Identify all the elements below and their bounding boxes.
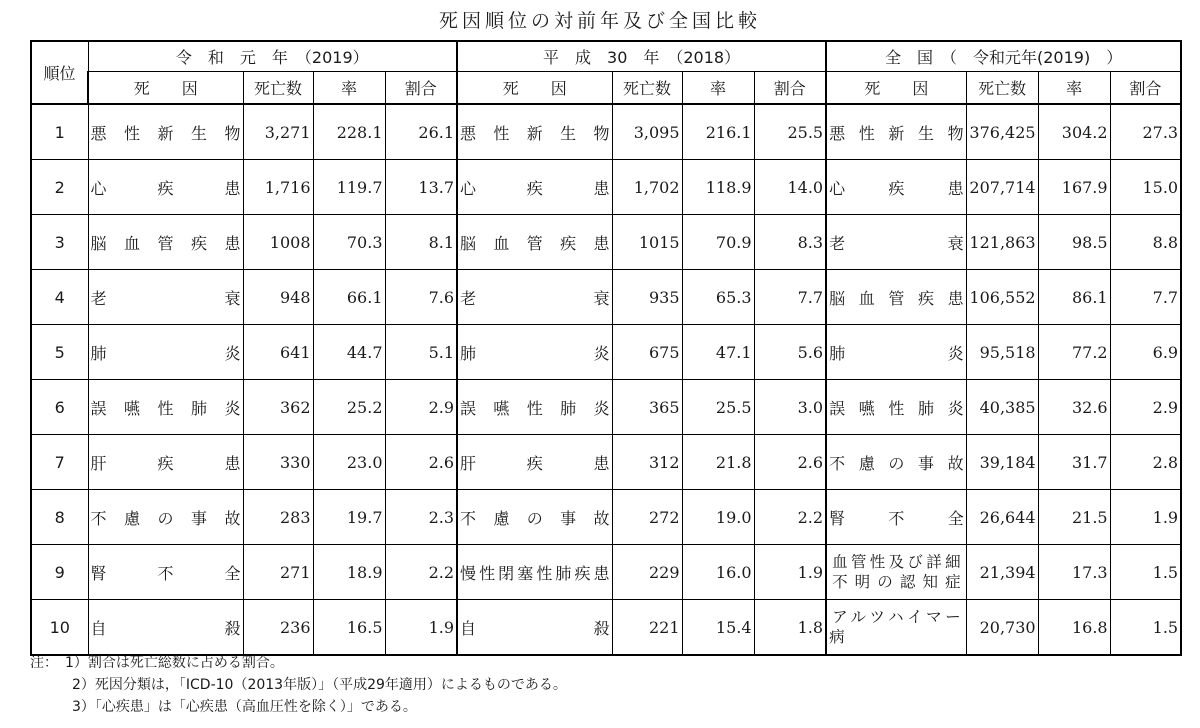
share-cell: 1.8 — [754, 600, 826, 656]
share-cell: 8.3 — [754, 215, 826, 270]
cause-cell-wrapped — [826, 600, 966, 656]
deaths-cell: 675 — [612, 325, 682, 380]
cause-cell: 悪性新生物 — [88, 104, 243, 160]
share-cell: 2.6 — [754, 435, 826, 490]
cause-cell: 肺炎 — [88, 325, 243, 380]
share-cell: 8.1 — [385, 215, 457, 270]
rate-cell: 17.3 — [1038, 545, 1110, 600]
table-row — [31, 325, 1181, 380]
cause-cell: 悪性新生物 — [457, 104, 612, 160]
table-row — [31, 270, 1181, 325]
share-cell: 1.9 — [1110, 490, 1181, 545]
rate-cell: 16.5 — [313, 600, 385, 656]
cause-cell: 慢性閉塞性肺疾患 — [457, 545, 612, 600]
group-header-national: 全 国 （ 令和元年(2019) ） — [826, 41, 1181, 72]
deaths-cell: 271 — [243, 545, 313, 600]
deaths-cell: 3,271 — [243, 104, 313, 160]
deaths-cell: 95,518 — [966, 325, 1038, 380]
rate-cell: 16.0 — [682, 545, 754, 600]
death-cause-table — [30, 40, 1182, 656]
share-cell: 25.5 — [754, 104, 826, 160]
cause-cell: 心疾患 — [826, 160, 966, 215]
rate-cell: 31.7 — [1038, 435, 1110, 490]
deaths-cell: 236 — [243, 600, 313, 656]
rank-number: 3 — [31, 215, 88, 270]
cause-line: 血管性及び詳細 — [832, 553, 961, 571]
share-cell: 2.3 — [385, 490, 457, 545]
deaths-cell: 1,716 — [243, 160, 313, 215]
group-header-h30: 平 成 30 年 （2018） — [457, 41, 826, 72]
deaths-cell: 21,394 — [966, 545, 1038, 600]
share-cell: 7.6 — [385, 270, 457, 325]
deaths-cell: 362 — [243, 380, 313, 435]
page-title: 死因順位の対前年及び全国比較 — [438, 10, 761, 32]
cause-cell: 不慮の事故 — [826, 435, 966, 490]
col-deaths: 死亡数 — [612, 72, 682, 105]
col-cause: 死 因 — [826, 72, 966, 105]
col-deaths: 死亡数 — [966, 72, 1038, 105]
rank-number: 4 — [31, 270, 88, 325]
share-cell: 2.2 — [754, 490, 826, 545]
share-cell: 2.2 — [385, 545, 457, 600]
deaths-cell: 39,184 — [966, 435, 1038, 490]
deaths-cell: 121,863 — [966, 215, 1038, 270]
share-cell: 5.6 — [754, 325, 826, 380]
rate-cell: 18.9 — [313, 545, 385, 600]
deaths-cell: 207,714 — [966, 160, 1038, 215]
group-header-r1: 令 和 元 年 （2019） — [88, 41, 457, 72]
deaths-cell: 26,644 — [966, 490, 1038, 545]
col-cause: 死 因 — [457, 72, 612, 105]
cause-cell: 誤嚥性肺炎 — [826, 380, 966, 435]
rate-cell: 70.3 — [313, 215, 385, 270]
cause-cell: 老衰 — [826, 215, 966, 270]
cause-line: アルツハイマー — [832, 608, 961, 626]
rate-cell: 65.3 — [682, 270, 754, 325]
share-cell: 3.0 — [754, 380, 826, 435]
share-cell: 1.5 — [1110, 545, 1181, 600]
cause-cell: 老衰 — [457, 270, 612, 325]
share-cell: 1.9 — [754, 545, 826, 600]
rate-cell: 25.2 — [313, 380, 385, 435]
table-row — [31, 104, 1181, 160]
col-rate: 率 — [1038, 72, 1110, 105]
rate-cell: 86.1 — [1038, 270, 1110, 325]
deaths-cell: 365 — [612, 380, 682, 435]
cause-cell: 自殺 — [88, 600, 243, 656]
footnotes — [30, 652, 567, 718]
share-cell: 2.6 — [385, 435, 457, 490]
cause-cell: 肺炎 — [826, 325, 966, 380]
rate-cell: 47.1 — [682, 325, 754, 380]
cause-cell: 脳血管疾患 — [88, 215, 243, 270]
rank-number: 7 — [31, 435, 88, 490]
cause-cell: 肝疾患 — [457, 435, 612, 490]
col-cause: 死 因 — [88, 72, 243, 105]
cause-line: 不明の認知症 — [832, 573, 961, 591]
deaths-cell: 935 — [612, 270, 682, 325]
cause-cell: 脳血管疾患 — [457, 215, 612, 270]
cause-cell: 心疾患 — [457, 160, 612, 215]
rate-cell: 19.0 — [682, 490, 754, 545]
cause-cell-wrapped — [826, 545, 966, 600]
rate-cell: 21.5 — [1038, 490, 1110, 545]
rate-cell: 44.7 — [313, 325, 385, 380]
cause-cell: 老衰 — [88, 270, 243, 325]
col-rate: 率 — [313, 72, 385, 105]
rate-cell: 167.9 — [1038, 160, 1110, 215]
rate-cell: 32.6 — [1038, 380, 1110, 435]
table-row — [31, 435, 1181, 490]
col-deaths: 死亡数 — [243, 72, 313, 105]
share-cell: 1.5 — [1110, 600, 1181, 656]
share-cell: 2.9 — [385, 380, 457, 435]
cause-cell: 肝疾患 — [88, 435, 243, 490]
cause-cell: 不慮の事故 — [457, 490, 612, 545]
footnote: 注： 1）割合は死亡総数に占める割合。 — [30, 655, 284, 671]
deaths-cell: 376,425 — [966, 104, 1038, 160]
table-row — [31, 380, 1181, 435]
cause-cell: 悪性新生物 — [826, 104, 966, 160]
deaths-cell: 272 — [612, 490, 682, 545]
deaths-cell: 40,385 — [966, 380, 1038, 435]
col-share: 割合 — [754, 72, 826, 105]
deaths-cell: 1008 — [243, 215, 313, 270]
rate-cell: 16.8 — [1038, 600, 1110, 656]
table-row — [31, 600, 1181, 656]
rank-header: 順位 — [31, 41, 88, 104]
cause-cell: 誤嚥性肺炎 — [88, 380, 243, 435]
share-cell: 26.1 — [385, 104, 457, 160]
rate-cell: 216.1 — [682, 104, 754, 160]
footnote: 2）死因分類は，「ICD-10（2013年版）」（平成29年適用）によるものである。 — [30, 677, 567, 693]
rank-number: 10 — [31, 600, 88, 656]
cause-line: 病 — [829, 628, 845, 646]
rank-number: 9 — [31, 545, 88, 600]
rate-cell: 228.1 — [313, 104, 385, 160]
rank-number: 8 — [31, 490, 88, 545]
deaths-cell: 283 — [243, 490, 313, 545]
deaths-cell: 1015 — [612, 215, 682, 270]
cause-cell: 肺炎 — [457, 325, 612, 380]
share-cell: 15.0 — [1110, 160, 1181, 215]
deaths-cell: 221 — [612, 600, 682, 656]
share-cell: 2.8 — [1110, 435, 1181, 490]
cause-cell: 心疾患 — [88, 160, 243, 215]
rate-cell: 304.2 — [1038, 104, 1110, 160]
deaths-cell: 106,552 — [966, 270, 1038, 325]
share-cell: 13.7 — [385, 160, 457, 215]
share-cell: 6.9 — [1110, 325, 1181, 380]
rate-cell: 66.1 — [313, 270, 385, 325]
share-cell: 27.3 — [1110, 104, 1181, 160]
deaths-cell: 948 — [243, 270, 313, 325]
share-cell: 1.9 — [385, 600, 457, 656]
deaths-cell: 20,730 — [966, 600, 1038, 656]
cause-cell: 脳血管疾患 — [826, 270, 966, 325]
deaths-cell: 3,095 — [612, 104, 682, 160]
deaths-cell: 330 — [243, 435, 313, 490]
rank-number: 5 — [31, 325, 88, 380]
cause-cell: 腎不全 — [826, 490, 966, 545]
rate-cell: 118.9 — [682, 160, 754, 215]
table-row — [31, 490, 1181, 545]
col-share: 割合 — [1110, 72, 1181, 105]
cause-cell: 自殺 — [457, 600, 612, 656]
table-row — [31, 545, 1181, 600]
rate-cell: 25.5 — [682, 380, 754, 435]
share-cell: 5.1 — [385, 325, 457, 380]
rate-cell: 70.9 — [682, 215, 754, 270]
cause-cell: 腎不全 — [88, 545, 243, 600]
rate-cell: 23.0 — [313, 435, 385, 490]
rate-cell: 15.4 — [682, 600, 754, 656]
footnote: 3）「心疾患」は「心疾患（高血圧性を除く）」である。 — [30, 699, 417, 715]
rate-cell: 21.8 — [682, 435, 754, 490]
rate-cell: 77.2 — [1038, 325, 1110, 380]
rank-number: 1 — [31, 104, 88, 160]
rank-number: 6 — [31, 380, 88, 435]
deaths-cell: 229 — [612, 545, 682, 600]
table-row — [31, 160, 1181, 215]
deaths-cell: 641 — [243, 325, 313, 380]
col-rate: 率 — [682, 72, 754, 105]
rate-cell: 98.5 — [1038, 215, 1110, 270]
share-cell: 8.8 — [1110, 215, 1181, 270]
rate-cell: 19.7 — [313, 490, 385, 545]
col-share: 割合 — [385, 72, 457, 105]
cause-cell: 不慮の事故 — [88, 490, 243, 545]
deaths-cell: 312 — [612, 435, 682, 490]
share-cell: 7.7 — [1110, 270, 1181, 325]
share-cell: 14.0 — [754, 160, 826, 215]
share-cell: 2.9 — [1110, 380, 1181, 435]
share-cell: 7.7 — [754, 270, 826, 325]
cause-cell: 誤嚥性肺炎 — [457, 380, 612, 435]
rank-number: 2 — [31, 160, 88, 215]
rate-cell: 119.7 — [313, 160, 385, 215]
table-row — [31, 215, 1181, 270]
deaths-cell: 1,702 — [612, 160, 682, 215]
